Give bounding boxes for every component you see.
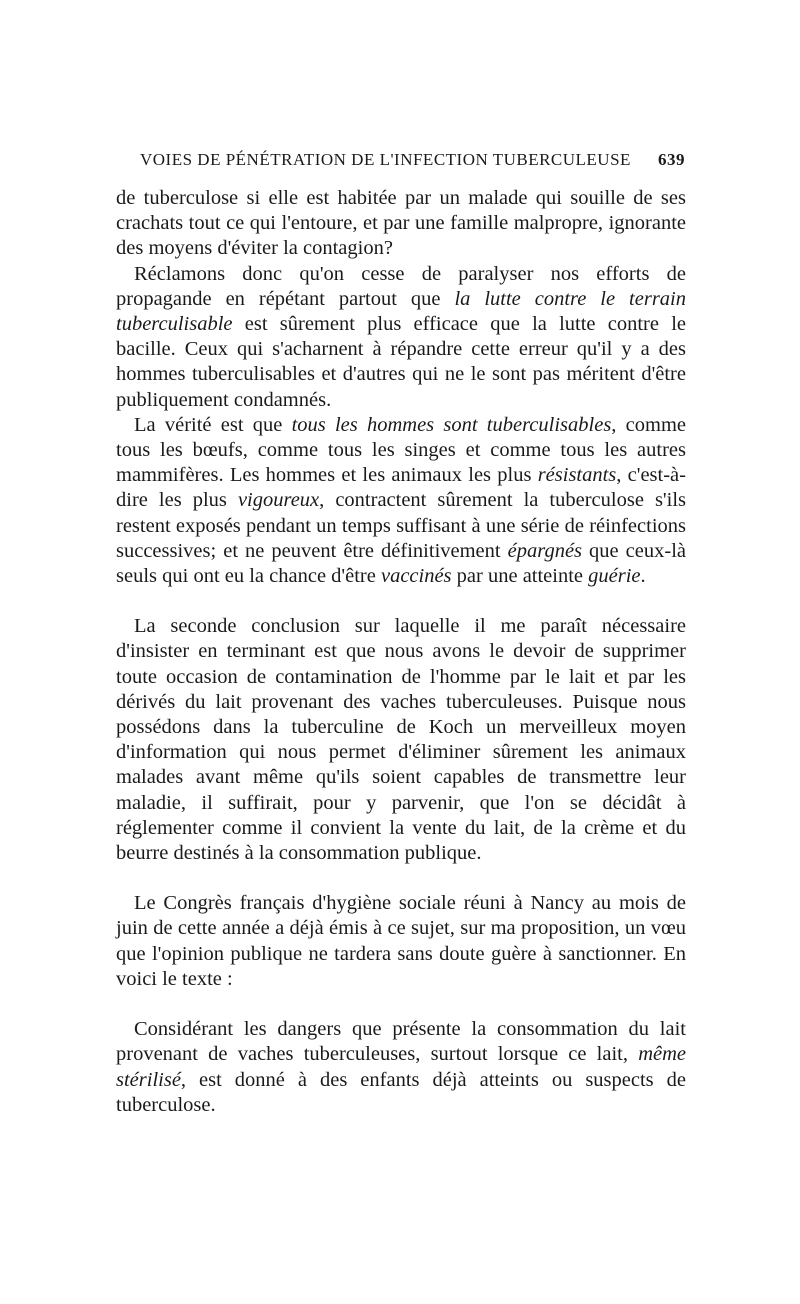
paragraph-3: La vérité est que tous les hommes sont tuberculisables, comme tous les bœufs, comme tous les singes et comme tous les autres mammifères. Les hommes et les animaux les plus résistants, c'est-à-dire les plus vigoureux, contractent sûrement la tuberculose s'ils restent exposés pendant un temps suffisant à une série de réinfections successives; et ne peuvent être définitivement épargnés que ceux-là seuls qui ont eu la chance d'être vaccinés par une atteinte guérie. bbox=[116, 413, 686, 588]
running-header bbox=[140, 150, 685, 170]
body-text bbox=[116, 186, 686, 1118]
paragraph-5: Le Congrès français d'hygiène sociale réuni à Nancy au mois de juin de cette année a déjà émis à ce sujet, sur ma proposition, un vœu que l'opinion publique ne tardera sans doute guère à sanctionner. En voici le texte : bbox=[116, 892, 686, 990]
paragraph-2: Réclamons donc qu'on cesse de paralyser nos efforts de propagande en répétant partout que la lutte contre le terrain tuberculisable est sûrement plus efficace que la lutte contre le bacille. Ceux qui s'acharnent à répandre cette erreur qu'il y a des hommes tuberculisables et d'autres qui ne le sont pas méritent d'être publiquement condamnés. bbox=[116, 262, 686, 411]
paragraph-4: La seconde conclusion sur laquelle il me paraît nécessaire d'insister en terminant est que nous avons le devoir de supprimer toute occasion de contamination de l'homme par le lait et par les dérivés du lait provenant des vaches tuberculeuses. Puisque nous possédons dans la tuberculine de Koch un merveilleux moyen d'information qui nous permet d'éliminer sûrement les animaux malades avant même qu'ils soient capables de transmettre leur maladie, il suffirait, pour y parvenir, que l'on se décidât à réglementer comme il convient la vente du lait, de la crème et du beurre destinés à la consommation publique. bbox=[116, 615, 686, 865]
page-number: 639 bbox=[658, 150, 685, 169]
running-title: VOIES DE PÉNÉTRATION DE L'INFECTION TUBERCULEUSE bbox=[140, 150, 631, 169]
paragraph-6: Considérant les dangers que présente la consommation du lait provenant de vaches tuberculeuses, surtout lorsque ce lait, même stérilisé, est donné à des enfants déjà atteints ou suspects de tuberculose. bbox=[116, 1018, 686, 1116]
paragraph-1: de tuberculose si elle est habitée par un malade qui souille de ses crachats tout ce qui l'entoure, et par une famille malpropre, ignorante des moyens d'éviter la contagion? bbox=[116, 187, 686, 260]
